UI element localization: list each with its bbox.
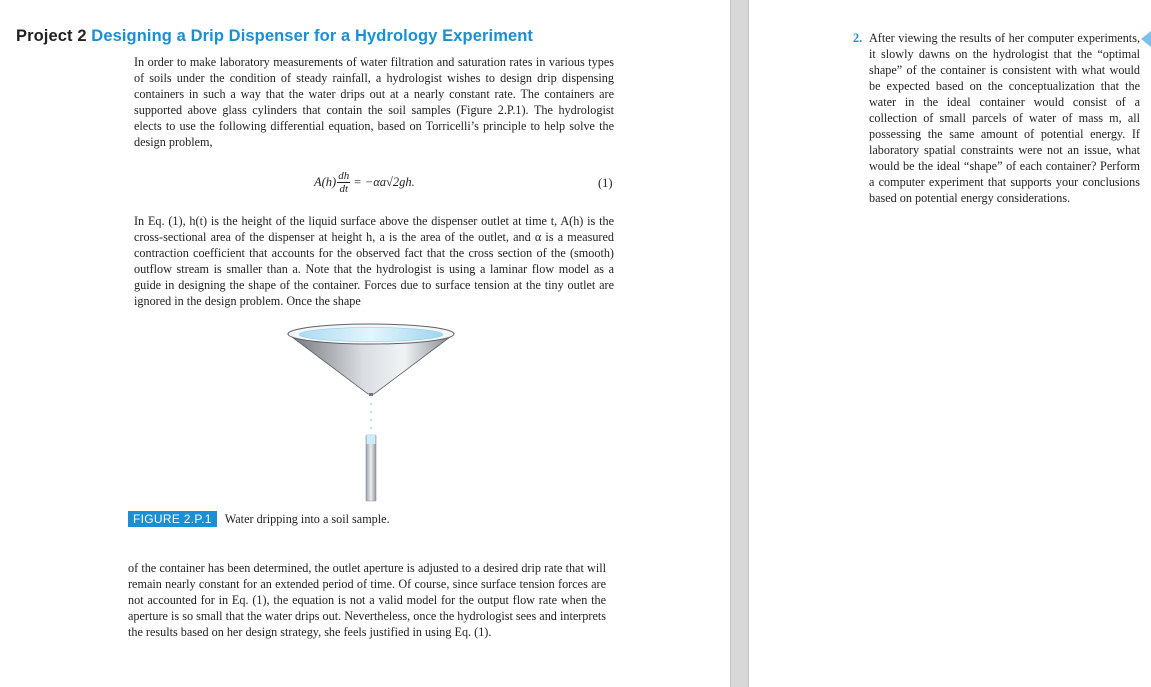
project-title [16,27,533,46]
figure-caption-text: Water dripping into a soil sample. [224,511,390,526]
drip-dispenser-illustration [285,322,457,502]
project-title-text: Designing a Drip Dispenser for a Hydrology Experiment [91,27,534,45]
water-surface [299,328,443,342]
equation-rhs: = −αa√2gh. [353,174,415,189]
paragraph-intro: In order to make laboratory measurements of water filtration and saturation rates in various types of soils under the condition of steady rainfall, a hydrologist wishes to design drip dispensing containers in such a way that the water drips out at a nearly constant rate. The containers are supported above glass cylinders that contain the soil samples (Figure 2.P.1). The hydrologist elects to use the following differential equation, based on Torricelli’s principle to help solve the design problem, [134,55,614,149]
paragraph-definitions: In Eq. (1), h(t) is the height of the liquid surface above the dispenser outlet at time t, A(h) is the cross-sectional area of the dispenser at height h, a is the area of the outlet, and α is a measured contraction coefficient that accounts for the observed fact that the cross section of the (smooth) outflow stream is smaller than a. Note that the hydrologist is using a laminar flow model as a guide in designing the shape of the container. Forces due to surface tension at the tiny outlet are ignored in the design problem. Once the shape [134,214,614,308]
water-drop [370,427,372,429]
funnel-outlet [369,393,373,396]
figure-label: FIGURE 2.P.1 [128,511,217,527]
equation-numerator: dh [338,169,350,182]
water-drop [370,419,372,421]
soil-sample-tube [366,435,376,501]
exercise-number: 2. [853,31,863,45]
figure-caption [128,511,390,527]
page-gutter [730,0,749,687]
equation-number: (1) [598,176,613,190]
water-drop [370,411,372,413]
equation-1 [314,166,415,198]
project-label: Project 2 [16,27,87,45]
paragraph-continuation: of the container has been determined, the outlet aperture is adjusted to a desired drip rate that will remain nearly constant for an extended period of time. Of course, since surface tension forces are not accounted for in Eq. (1), the equation is not a valid model for the output flow rate when the aperture is so small that the water drips out. Nevertheless, once the hydrologist sees and interprets the results based on her design strategy, she feels justified in using Eq. (1). [128,561,606,639]
equation-fraction [337,170,350,195]
water-drop [370,403,372,405]
exercise-marker-icon [1140,31,1151,47]
equation-denominator: dt [339,182,348,195]
exercise-2 [853,30,1140,206]
equation-lhs: A(h) [314,174,337,189]
tube-water [367,435,376,444]
exercise-text: After viewing the results of her computer experiments, it slowly dawns on the hydrologist that the “optimal shape” of the container is consistent with what would be expected based on the conceptualization that the water in the ideal container would consist of a collection of small parcels of water of mass m, all possessing the same amount of potential energy. If laboratory spatial constraints were not an issue, what would be the ideal “shape” of each container? Perform a computer experiment that supports your conclusions based on potential energy considerations. [869,31,1140,205]
